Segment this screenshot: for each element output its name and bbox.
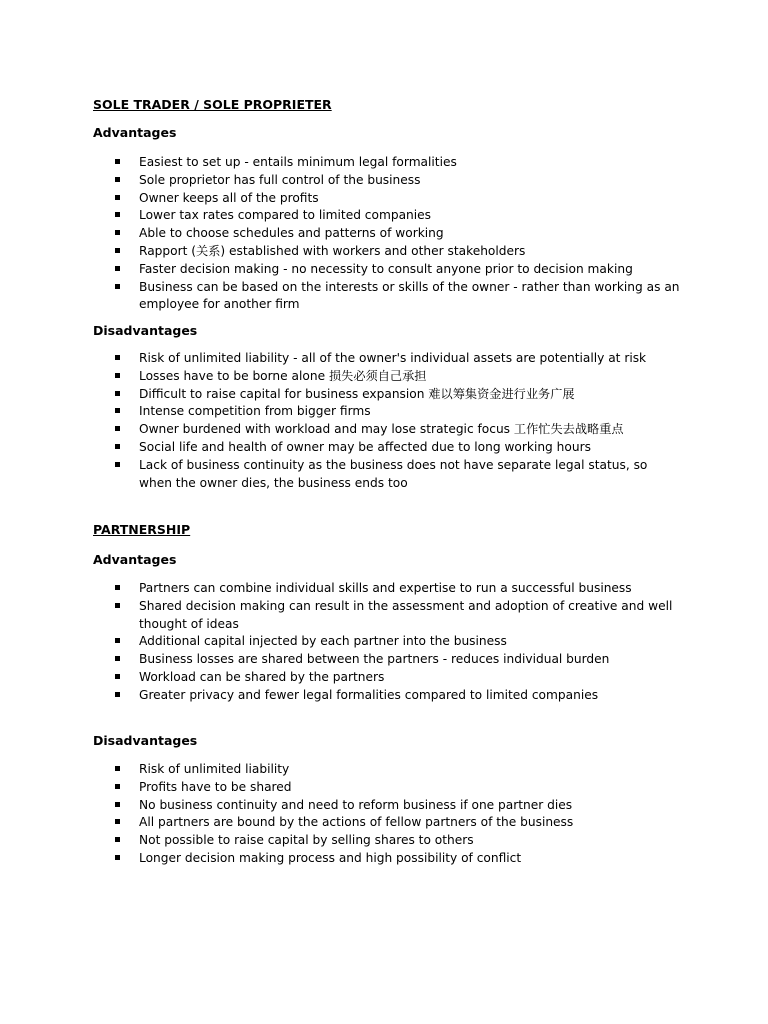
bullet-icon	[115, 603, 120, 608]
partnership-disadvantages-heading: Disadvantages	[93, 733, 198, 748]
list-item: Social life and health of owner may be affected due to long working hours	[113, 439, 683, 457]
bullet-icon	[115, 355, 120, 360]
bullet-icon	[115, 692, 120, 697]
list-item: Not possible to raise capital by selling shares to others	[113, 832, 683, 850]
bullet-icon	[115, 230, 120, 235]
bullet-icon	[115, 177, 120, 182]
partnership-title: PARTNERSHIP	[93, 522, 191, 537]
list-item: Longer decision making process and high possibility of conflict	[113, 850, 683, 868]
list-item: Partners can combine individual skills and expertise to run a successful business	[113, 580, 683, 598]
list-item: Able to choose schedules and patterns of working	[113, 225, 683, 243]
bullet-icon	[115, 855, 120, 860]
list-item: Faster decision making - no necessity to consult anyone prior to decision making	[113, 261, 683, 279]
partnership-advantages-heading: Advantages	[93, 552, 177, 567]
bullet-icon	[115, 656, 120, 661]
list-item: Owner keeps all of the profits	[113, 190, 683, 208]
list-item: Lack of business continuity as the business does not have separate legal status, so when the owner dies, the business ends too	[113, 457, 683, 493]
list-item: Profits have to be shared	[113, 779, 683, 797]
bullet-icon	[115, 837, 120, 842]
list-item: Easiest to set up - entails minimum legal formalities	[113, 154, 683, 172]
bullet-icon	[115, 426, 120, 431]
list-item: Business can be based on the interests or skills of the owner - rather than working as an employee for another firm	[113, 279, 683, 315]
sole-trader-advantages-heading: Advantages	[93, 125, 177, 140]
bullet-icon	[115, 212, 120, 217]
list-item: Intense competition from bigger firms	[113, 403, 683, 421]
bullet-icon	[115, 784, 120, 789]
bullet-icon	[115, 266, 120, 271]
list-item: All partners are bound by the actions of fellow partners of the business	[113, 814, 683, 832]
list-item: Sole proprietor has full control of the business	[113, 172, 683, 190]
list-item: Owner burdened with workload and may lose strategic focus 工作忙失去战略重点	[113, 421, 683, 439]
list-item: Greater privacy and fewer legal formalities compared to limited companies	[113, 687, 683, 705]
sole-trader-advantages-list	[113, 154, 683, 314]
bullet-icon	[115, 391, 120, 396]
list-item: Business losses are shared between the partners - reduces individual burden	[113, 651, 683, 669]
bullet-icon	[115, 408, 120, 413]
list-item: Workload can be shared by the partners	[113, 669, 683, 687]
list-item: Shared decision making can result in the assessment and adoption of creative and well thought of ideas	[113, 598, 683, 634]
bullet-icon	[115, 819, 120, 824]
partnership-disadvantages-list	[113, 761, 683, 868]
list-item: Losses have to be borne alone 损失必须自己承担	[113, 368, 683, 386]
list-item: No business continuity and need to reform business if one partner dies	[113, 797, 683, 815]
bullet-icon	[115, 802, 120, 807]
bullet-icon	[115, 638, 120, 643]
bullet-icon	[115, 462, 120, 467]
bullet-icon	[115, 674, 120, 679]
bullet-icon	[115, 585, 120, 590]
sole-trader-disadvantages-heading: Disadvantages	[93, 323, 198, 338]
list-item: Risk of unlimited liability	[113, 761, 683, 779]
bullet-icon	[115, 195, 120, 200]
list-item: Additional capital injected by each partner into the business	[113, 633, 683, 651]
bullet-icon	[115, 159, 120, 164]
bullet-icon	[115, 444, 120, 449]
list-item: Lower tax rates compared to limited companies	[113, 207, 683, 225]
bullet-icon	[115, 248, 120, 253]
bullet-icon	[115, 373, 120, 378]
sole-trader-title: SOLE TRADER / SOLE PROPRIETER	[93, 97, 332, 112]
partnership-advantages-list	[113, 580, 683, 705]
list-item: Rapport (关系) established with workers and other stakeholders	[113, 243, 683, 261]
list-item: Difficult to raise capital for business expansion 难以筹集资金进行业务广展	[113, 386, 683, 404]
bullet-icon	[115, 284, 120, 289]
sole-trader-disadvantages-list	[113, 350, 683, 492]
list-item: Risk of unlimited liability - all of the owner's individual assets are potentially at risk	[113, 350, 683, 368]
bullet-icon	[115, 766, 120, 771]
